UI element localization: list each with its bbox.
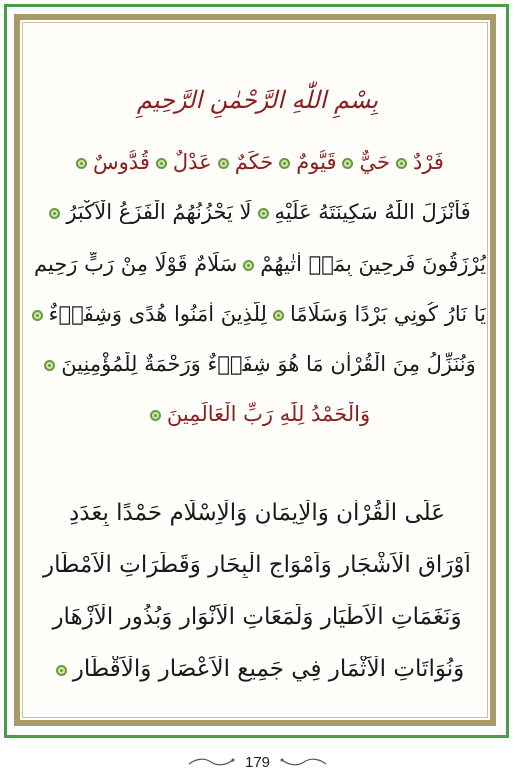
right-flourish-icon	[280, 756, 328, 768]
verse-separator-dot	[258, 208, 269, 219]
verse-line-2	[28, 200, 486, 224]
prose-text: وَنُوَاتَاتِ الْاَثْمَارِ فِي جَمِيعِ الْاَعْصَارِ وَالْاَقْطَارِ	[72, 656, 465, 682]
verse-segment: وَالْحَمْدُ لِلّٰهِ رَبِّ الْعَالَمِينَ	[166, 402, 371, 426]
verse-segment: يَا نَارُ كُونِي بَرْدًا وَسَلَامًا	[289, 302, 486, 326]
verse-end-dot	[32, 310, 43, 321]
verse-segment: قَيُّومٌ	[296, 150, 337, 174]
verse-segment: حَكَمٌ	[234, 150, 274, 174]
verse-segment: لَا يَحْزُنُهُمُ الْفَزَعُ الْاَكْبَرُ	[66, 200, 252, 224]
verse-end-dot	[76, 158, 87, 169]
verse-segment: قُدُّوسٌ	[93, 150, 150, 174]
prose-line-2	[28, 552, 486, 578]
verse-separator-dot	[156, 158, 167, 169]
verse-segment: فَأَنْزَلَ اللّٰهُ سَكِينَتَهُ عَلَيْهِ	[274, 200, 471, 224]
page-number: 179	[244, 753, 271, 771]
prose-text: عَلَى الْقُرْاٰنِ وَالْاِيمَانِ وَالْاِسْلَامِ حَمْدًا بِعَدَدِ	[69, 500, 445, 526]
verse-end-dot	[44, 360, 55, 371]
verse-end-dot	[49, 208, 60, 219]
verse-end-dot	[150, 410, 161, 421]
verse-segment: حَيٌّ	[359, 150, 390, 174]
prose-line-3	[28, 604, 486, 630]
verse-segment: لِلَّذِينَ اٰمَنُوا هُدًى وَشِفَاۤءٌ	[48, 302, 267, 326]
verse-separator-dot	[342, 158, 353, 169]
verse-separator-dot	[396, 158, 407, 169]
verse-line-6	[28, 402, 486, 426]
verse-line-4	[28, 302, 486, 326]
verse-segment: وَنُنَزِّلُ مِنَ الْقُرْاٰنِ مَا هُوَ شِفَاۤءٌ وَرَحْمَةٌ لِلْمُؤْمِنِينَ	[61, 352, 476, 376]
prose-end-dot	[56, 665, 67, 676]
verse-separator-dot	[273, 310, 284, 321]
verse-line-5	[28, 352, 486, 376]
verse-separator-dot	[279, 158, 290, 169]
verse-segment: عَدْلٌ	[172, 150, 212, 174]
verse-segment: سَلَامٌ قَوْلًا مِنْ رَبٍّ رَحِيمٍ	[34, 252, 238, 276]
verse-separator-dot	[243, 260, 254, 271]
left-flourish-icon	[187, 756, 235, 768]
verse-line-3	[28, 252, 486, 276]
basmala-calligraphy: بِسْمِ اللّٰهِ الرَّحْمٰنِ الرَّحِيمِ	[136, 86, 379, 114]
verse-segment: يُرْزَقُونَ فَرِحِينَ بِمَاۤ اٰتٰيهُمْ	[260, 252, 486, 276]
prose-text: وَنَغَمَاتِ الْاَطْيَارِ وَلَمَعَاتِ الْاَنْوَارِ وَبُذُورِ الْاَزْهَارِ	[52, 604, 462, 630]
verse-separator-dot	[218, 158, 229, 169]
prose-line-1	[28, 500, 486, 526]
page-footer	[0, 752, 515, 772]
verse-line-1	[28, 150, 486, 174]
prose-line-4	[28, 656, 486, 682]
verse-segment: فَرْدٌ	[412, 150, 444, 174]
prose-text: اَوْرَاقِ الْاَشْجَارِ وَاَمْوَاجِ الْبِحَارِ وَقَطَرَاتِ الْاَمْطَارِ	[43, 552, 471, 578]
